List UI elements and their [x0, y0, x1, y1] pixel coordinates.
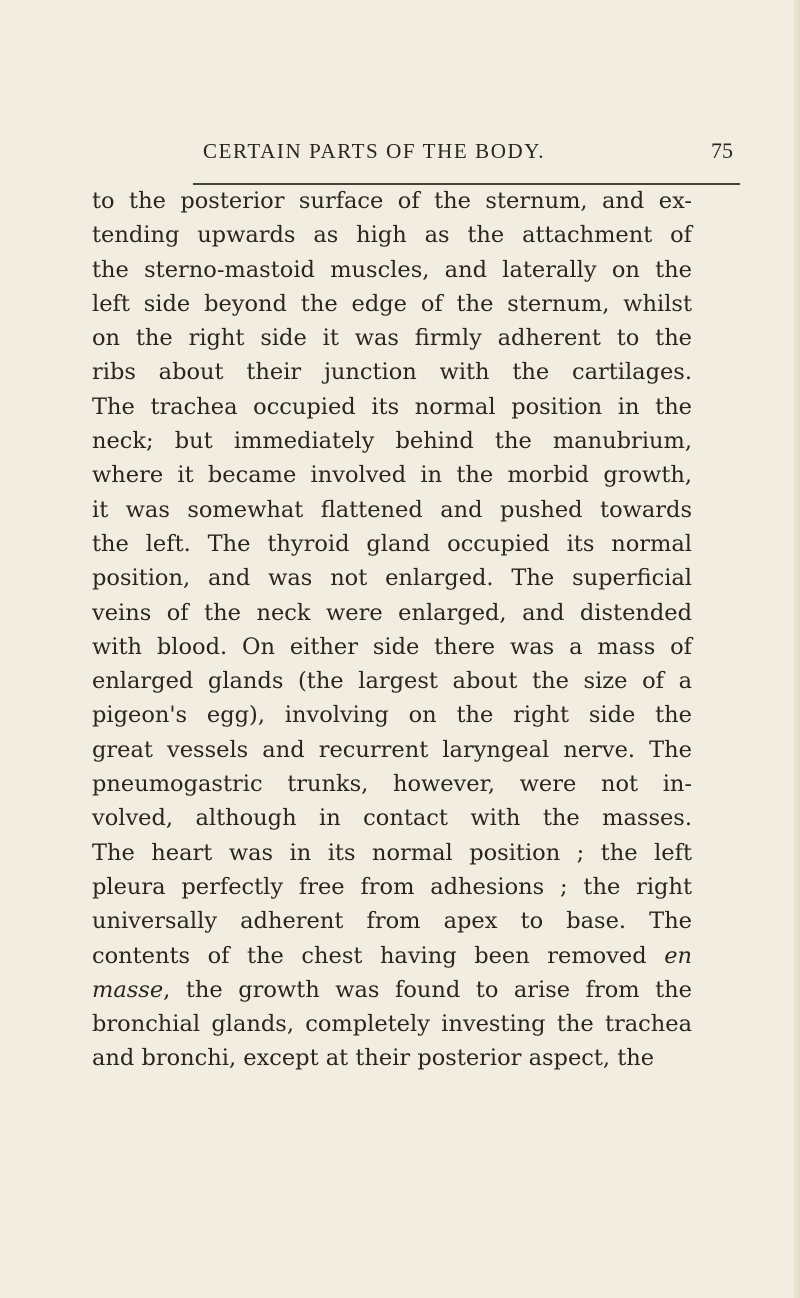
text-line: the sterno-mastoid muscles, and laterally on the [92, 256, 692, 283]
text-line: The trachea occupied its normal position in the [92, 393, 692, 420]
text-line: great vessels and recurrent laryngeal nerve. The [92, 736, 692, 763]
text-line: it was somewhat flattened and pushed towards [92, 496, 692, 523]
text-line: on the right side it was firmly adherent to the [92, 325, 692, 352]
text-line: and bronchi, except at their posterior aspect, the [92, 1045, 655, 1072]
running-title: CERTAIN PARTS OF THE BODY. [203, 139, 546, 163]
text-segment: , the growth was found to arise from the [163, 976, 692, 1003]
text-line: left side beyond the edge of the sternum, whilst [92, 290, 692, 317]
text-segment: contents of the chest having been removed [92, 942, 647, 969]
text-line-with-italic [92, 973, 692, 1007]
text-line: where it became involved in the morbid growth, [92, 462, 692, 489]
text-line: position, and was not enlarged. The superficial [92, 565, 692, 592]
text-line: veins of the neck were enlarged, and distended [92, 599, 692, 626]
text-line: The heart was in its normal position ; the left [92, 839, 692, 866]
page-number: 75 [711, 138, 733, 163]
text-line: neck; but immediately behind the manubrium, [92, 428, 692, 455]
text-line: pigeon's egg), involving on the right side the [92, 702, 692, 729]
text-line: with blood. On either side there was a mass of [92, 633, 692, 660]
text-line: the left. The thyroid gland occupied its normal [92, 530, 692, 557]
running-head [203, 136, 733, 170]
text-line: pneumogastric trunks, however, were not in- [92, 771, 692, 798]
text-line-with-italic [92, 939, 692, 973]
text-line: pleura perfectly free from adhesions ; the right [92, 873, 692, 900]
italic-phrase: en [664, 942, 692, 969]
text-line: ribs about their junction with the cartilages. [92, 359, 692, 386]
text-line: volved, although in contact with the masses. [92, 805, 692, 832]
page-edge [794, 0, 800, 1298]
text-line: universally adherent from apex to base. The [92, 908, 692, 935]
text-line: tending upwards as high as the attachment of [92, 222, 692, 249]
text-line: bronchial glands, completely investing the trachea [92, 1011, 692, 1038]
text-line: enlarged glands (the largest about the size of a [92, 668, 692, 695]
body-text [92, 184, 692, 1076]
text-line: to the posterior surface of the sternum, and ex- [92, 188, 692, 214]
italic-phrase: masse [92, 976, 164, 1003]
